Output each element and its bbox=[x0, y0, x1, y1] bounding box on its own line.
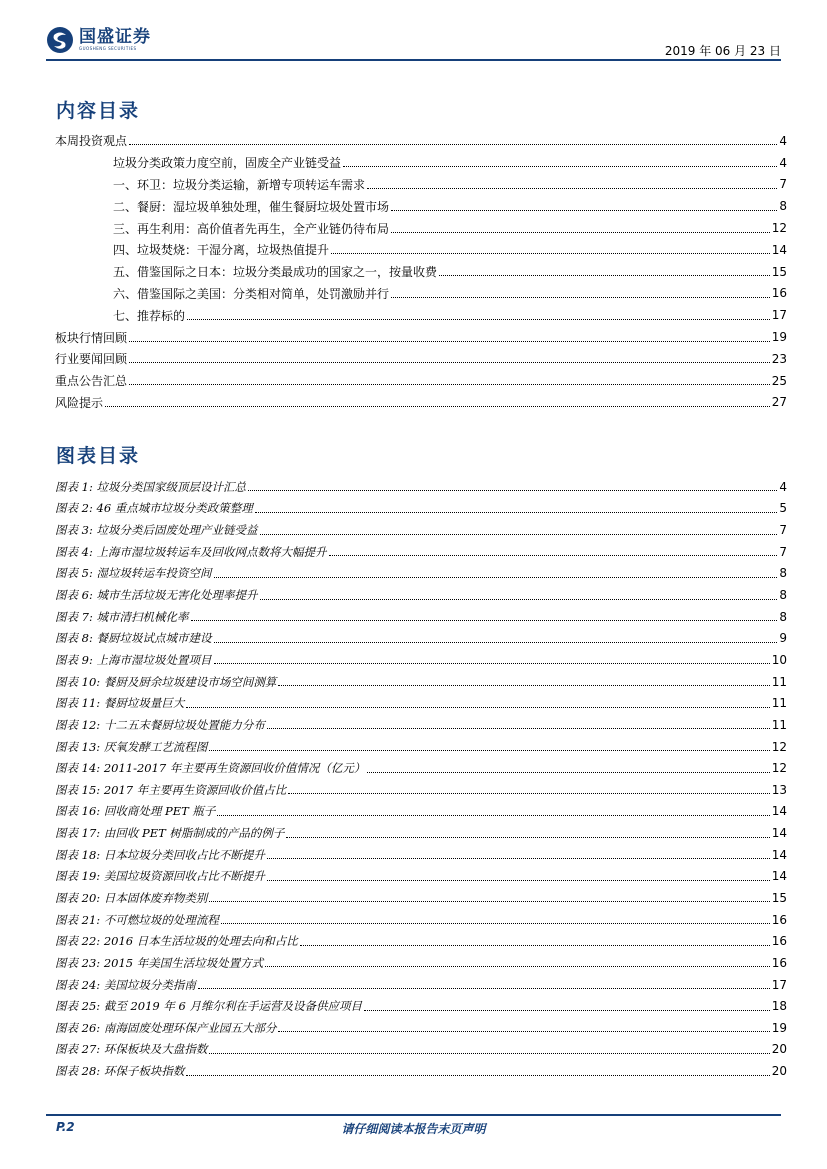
brand-name: 国盛证券 bbox=[79, 27, 151, 47]
entry-page-number: 14 bbox=[771, 242, 787, 257]
entry-label: 图表 19: 美国垃圾资源回收占比不断提升 bbox=[55, 869, 265, 884]
entry-label: 二、餐厨：湿垃圾单独处理，催生餐厨垃圾处置市场 bbox=[55, 198, 391, 215]
figure-entry[interactable] bbox=[55, 606, 787, 628]
entry-page-number: 8 bbox=[779, 609, 787, 624]
dot-leader bbox=[217, 815, 769, 816]
entry-page-number: 19 bbox=[771, 1020, 787, 1035]
entry-label: 图表 24: 美国垃圾分类指南 bbox=[55, 977, 196, 992]
dot-leader bbox=[186, 1075, 769, 1076]
entry-label: 图表 16: 回收商处理 PET 瓶子 bbox=[55, 804, 216, 819]
entry-page-number: 12 bbox=[771, 739, 787, 754]
toc-entry[interactable] bbox=[55, 326, 787, 348]
toc-entry[interactable] bbox=[55, 195, 787, 217]
entry-label: 图表 9: 上海市湿垃圾处置项目 bbox=[55, 652, 212, 667]
entry-label: 图表 13: 厌氧发酵工艺流程图 bbox=[55, 739, 208, 754]
figure-entry[interactable] bbox=[55, 930, 787, 952]
dot-leader bbox=[288, 793, 769, 794]
entry-label: 图表 22: 2016 日本生活垃圾的处理去向和占比 bbox=[55, 934, 298, 949]
entry-label: 七、推荐标的 bbox=[55, 307, 187, 324]
figure-entry[interactable] bbox=[55, 692, 787, 714]
entry-page-number: 4 bbox=[779, 133, 787, 148]
brand-subtitle: GUOSHENG SECURITIES bbox=[79, 46, 137, 51]
dot-leader bbox=[391, 232, 770, 233]
entry-label: 垃圾分类政策力度空前，固废全产业链受益 bbox=[55, 154, 343, 171]
entry-label: 图表 2: 46 重点城市垃圾分类政策整理 bbox=[55, 501, 253, 516]
entry-label: 图表 27: 环保板块及大盘指数 bbox=[55, 1042, 208, 1057]
figure-entry[interactable] bbox=[55, 736, 787, 758]
entry-page-number: 16 bbox=[771, 286, 787, 301]
header-divider bbox=[46, 59, 781, 61]
entry-label: 图表 12: 十二五末餐厨垃圾处置能力分布 bbox=[55, 717, 265, 732]
dot-leader bbox=[286, 837, 769, 838]
figure-entry[interactable] bbox=[55, 649, 787, 671]
figures-list bbox=[55, 476, 787, 1082]
dot-leader bbox=[187, 319, 770, 320]
entry-page-number: 19 bbox=[771, 330, 787, 345]
entry-page-number: 16 bbox=[771, 912, 787, 927]
entry-page-number: 14 bbox=[771, 826, 787, 841]
guosheng-logo-icon bbox=[46, 26, 74, 54]
entry-page-number: 25 bbox=[771, 373, 787, 388]
disclaimer-note: 请仔细阅读本报告末页声明 bbox=[341, 1122, 486, 1136]
entry-page-number: 16 bbox=[771, 934, 787, 949]
figure-entry[interactable] bbox=[55, 1017, 787, 1039]
entry-label: 图表 18: 日本垃圾分类回收占比不断提升 bbox=[55, 847, 265, 862]
entry-page-number: 17 bbox=[771, 308, 787, 323]
entry-label: 图表 21: 不可燃垃圾的处理流程 bbox=[55, 912, 219, 927]
footer-divider bbox=[46, 1114, 781, 1116]
dot-leader bbox=[198, 988, 770, 989]
dot-leader bbox=[214, 663, 770, 664]
entry-label: 重点公告汇总 bbox=[55, 374, 128, 389]
entry-label: 图表 8: 餐厨垃圾试点城市建设 bbox=[55, 631, 212, 646]
toc-entry[interactable] bbox=[55, 130, 787, 152]
entry-page-number: 15 bbox=[771, 890, 787, 905]
dot-leader bbox=[439, 275, 770, 276]
figure-entry[interactable] bbox=[55, 974, 787, 996]
dot-leader bbox=[129, 341, 770, 342]
dot-leader bbox=[364, 1010, 770, 1011]
entry-page-number: 13 bbox=[771, 782, 787, 797]
dot-leader bbox=[267, 728, 770, 729]
entry-page-number: 17 bbox=[771, 977, 787, 992]
entry-label: 图表 5: 湿垃圾转运车投资空间 bbox=[55, 566, 212, 581]
figure-entry[interactable] bbox=[55, 563, 787, 585]
entry-label: 一、环卫：垃圾分类运输，新增专项转运车需求 bbox=[55, 176, 367, 193]
dot-leader bbox=[209, 750, 769, 751]
entry-label: 图表 26: 南海固废处理环保产业园五大部分 bbox=[55, 1020, 277, 1035]
figure-entry[interactable] bbox=[55, 866, 787, 888]
entry-page-number: 20 bbox=[771, 1042, 787, 1057]
entry-page-number: 10 bbox=[771, 652, 787, 667]
dot-leader bbox=[186, 707, 769, 708]
dot-leader bbox=[391, 210, 777, 211]
entry-label: 图表 1: 垃圾分类国家级顶层设计汇总 bbox=[55, 479, 247, 494]
dot-leader bbox=[343, 166, 777, 167]
entry-label: 图表 4: 上海市湿垃圾转运车及回收网点数将大幅提升 bbox=[55, 544, 327, 559]
figure-entry[interactable] bbox=[55, 909, 787, 931]
toc-entry[interactable] bbox=[55, 239, 787, 261]
entry-label: 图表 25: 截至 2019 年 6 月维尔利在手运营及设备供应项目 bbox=[55, 999, 363, 1014]
toc-entry[interactable] bbox=[55, 348, 787, 370]
toc-entry[interactable] bbox=[55, 370, 787, 392]
entry-page-number: 14 bbox=[771, 847, 787, 862]
figure-entry[interactable] bbox=[55, 627, 787, 649]
entry-label: 图表 14: 2011-2017 年主要再生资源回收价值情况（亿元） bbox=[55, 761, 366, 776]
entry-page-number: 15 bbox=[771, 264, 787, 279]
entry-page-number: 11 bbox=[771, 674, 787, 689]
entry-label: 本周投资观点 bbox=[55, 134, 128, 149]
contents-title: 内容目录 bbox=[56, 100, 141, 122]
entry-page-number: 7 bbox=[779, 544, 787, 559]
figure-entry[interactable] bbox=[55, 952, 787, 974]
entry-page-number: 23 bbox=[771, 351, 787, 366]
dot-leader bbox=[260, 534, 778, 535]
dot-leader bbox=[265, 966, 769, 967]
entry-page-number: 18 bbox=[771, 999, 787, 1014]
figure-entry[interactable] bbox=[55, 584, 787, 606]
entry-page-number: 7 bbox=[779, 177, 787, 192]
entry-page-number: 11 bbox=[771, 696, 787, 711]
page-number: P.2 bbox=[56, 1120, 75, 1134]
figures-title: 图表目录 bbox=[56, 445, 141, 467]
dot-leader bbox=[129, 362, 770, 363]
dot-leader bbox=[191, 620, 778, 621]
figure-entry[interactable] bbox=[55, 844, 787, 866]
entry-page-number: 14 bbox=[771, 804, 787, 819]
dot-leader bbox=[129, 384, 770, 385]
toc-entry[interactable] bbox=[55, 261, 787, 283]
entry-label: 图表 3: 垃圾分类后固废处理产业链受益 bbox=[55, 523, 258, 538]
entry-label: 风险提示 bbox=[55, 395, 104, 410]
dot-leader bbox=[248, 490, 777, 491]
dot-leader bbox=[260, 599, 778, 600]
dot-leader bbox=[391, 297, 770, 298]
entry-page-number: 12 bbox=[771, 761, 787, 776]
figure-entry[interactable] bbox=[55, 822, 787, 844]
entry-label: 图表 28: 环保子板块指数 bbox=[55, 1064, 185, 1079]
toc-entry[interactable] bbox=[55, 392, 787, 414]
figure-entry[interactable] bbox=[55, 714, 787, 736]
toc-entry[interactable] bbox=[55, 304, 787, 326]
page-header bbox=[0, 0, 827, 62]
entry-label: 行业要闻回顾 bbox=[55, 352, 128, 367]
figure-entry[interactable] bbox=[55, 801, 787, 823]
entry-page-number: 4 bbox=[779, 155, 787, 170]
entry-page-number: 8 bbox=[779, 588, 787, 603]
dot-leader bbox=[105, 406, 770, 407]
dot-leader bbox=[267, 880, 770, 881]
dot-leader bbox=[278, 1031, 769, 1032]
figure-entry[interactable] bbox=[55, 757, 787, 779]
entry-page-number: 20 bbox=[771, 1064, 787, 1079]
entry-page-number: 4 bbox=[779, 479, 787, 494]
dot-leader bbox=[278, 685, 769, 686]
toc-entry[interactable] bbox=[55, 283, 787, 305]
figure-entry[interactable] bbox=[55, 519, 787, 541]
figure-entry[interactable] bbox=[55, 1039, 787, 1061]
figure-entry[interactable] bbox=[55, 498, 787, 520]
entry-page-number: 8 bbox=[779, 566, 787, 581]
dot-leader bbox=[214, 577, 778, 578]
figure-entry[interactable] bbox=[55, 671, 787, 693]
entry-label: 四、垃圾焚烧：干湿分离，垃圾热值提升 bbox=[55, 241, 331, 258]
entry-label: 图表 6: 城市生活垃圾无害化处理率提升 bbox=[55, 588, 258, 603]
dot-leader bbox=[331, 253, 770, 254]
entry-label: 三、再生利用：高价值者先再生，全产业链仍待布局 bbox=[55, 220, 391, 237]
contents-list bbox=[55, 130, 787, 413]
figure-entry[interactable] bbox=[55, 1060, 787, 1082]
dot-leader bbox=[129, 144, 777, 145]
entry-label: 图表 11: 餐厨垃圾量巨大 bbox=[55, 696, 185, 711]
dot-leader bbox=[214, 642, 778, 643]
entry-label: 板块行情回顾 bbox=[55, 330, 128, 345]
entry-page-number: 5 bbox=[779, 501, 787, 516]
entry-page-number: 7 bbox=[779, 523, 787, 538]
entry-label: 图表 15: 2017 年主要再生资源回收价值占比 bbox=[55, 782, 287, 797]
entry-page-number: 27 bbox=[771, 395, 787, 410]
entry-label: 六、借鉴国际之美国：分类相对简单，处罚激励并行 bbox=[55, 285, 391, 302]
entry-label: 图表 23: 2015 年美国生活垃圾处置方式 bbox=[55, 955, 264, 970]
entry-page-number: 12 bbox=[771, 221, 787, 236]
report-date: 2019 年 06 月 23 日 bbox=[664, 44, 781, 58]
entry-label: 图表 17: 由回收 PET 树脂制成的产品的例子 bbox=[55, 826, 285, 841]
toc-entry[interactable] bbox=[55, 174, 787, 196]
dot-leader bbox=[329, 555, 778, 556]
entry-label: 图表 7: 城市清扫机械化率 bbox=[55, 609, 189, 624]
toc-entry[interactable] bbox=[55, 152, 787, 174]
figure-entry[interactable] bbox=[55, 779, 787, 801]
dot-leader bbox=[221, 923, 770, 924]
dot-leader bbox=[209, 1053, 769, 1054]
dot-leader bbox=[300, 945, 770, 946]
dot-leader bbox=[209, 901, 769, 902]
entry-page-number: 16 bbox=[771, 955, 787, 970]
entry-label: 五、借鉴国际之日本：垃圾分类最成功的国家之一，按量收费 bbox=[55, 263, 439, 280]
figure-entry[interactable] bbox=[55, 476, 787, 498]
figure-entry[interactable] bbox=[55, 541, 787, 563]
entry-label: 图表 20: 日本固体废弃物类别 bbox=[55, 890, 208, 905]
entry-page-number: 14 bbox=[771, 869, 787, 884]
toc-entry[interactable] bbox=[55, 217, 787, 239]
dot-leader bbox=[255, 512, 778, 513]
brand-logo bbox=[46, 26, 151, 54]
dot-leader bbox=[267, 858, 770, 859]
entry-page-number: 9 bbox=[779, 631, 787, 646]
figure-entry[interactable] bbox=[55, 887, 787, 909]
entry-page-number: 8 bbox=[779, 199, 787, 214]
entry-page-number: 11 bbox=[771, 717, 787, 732]
dot-leader bbox=[367, 188, 777, 189]
figure-entry[interactable] bbox=[55, 995, 787, 1017]
dot-leader bbox=[367, 772, 769, 773]
entry-label: 图表 10: 餐厨及厨余垃圾建设市场空间测算 bbox=[55, 674, 277, 689]
